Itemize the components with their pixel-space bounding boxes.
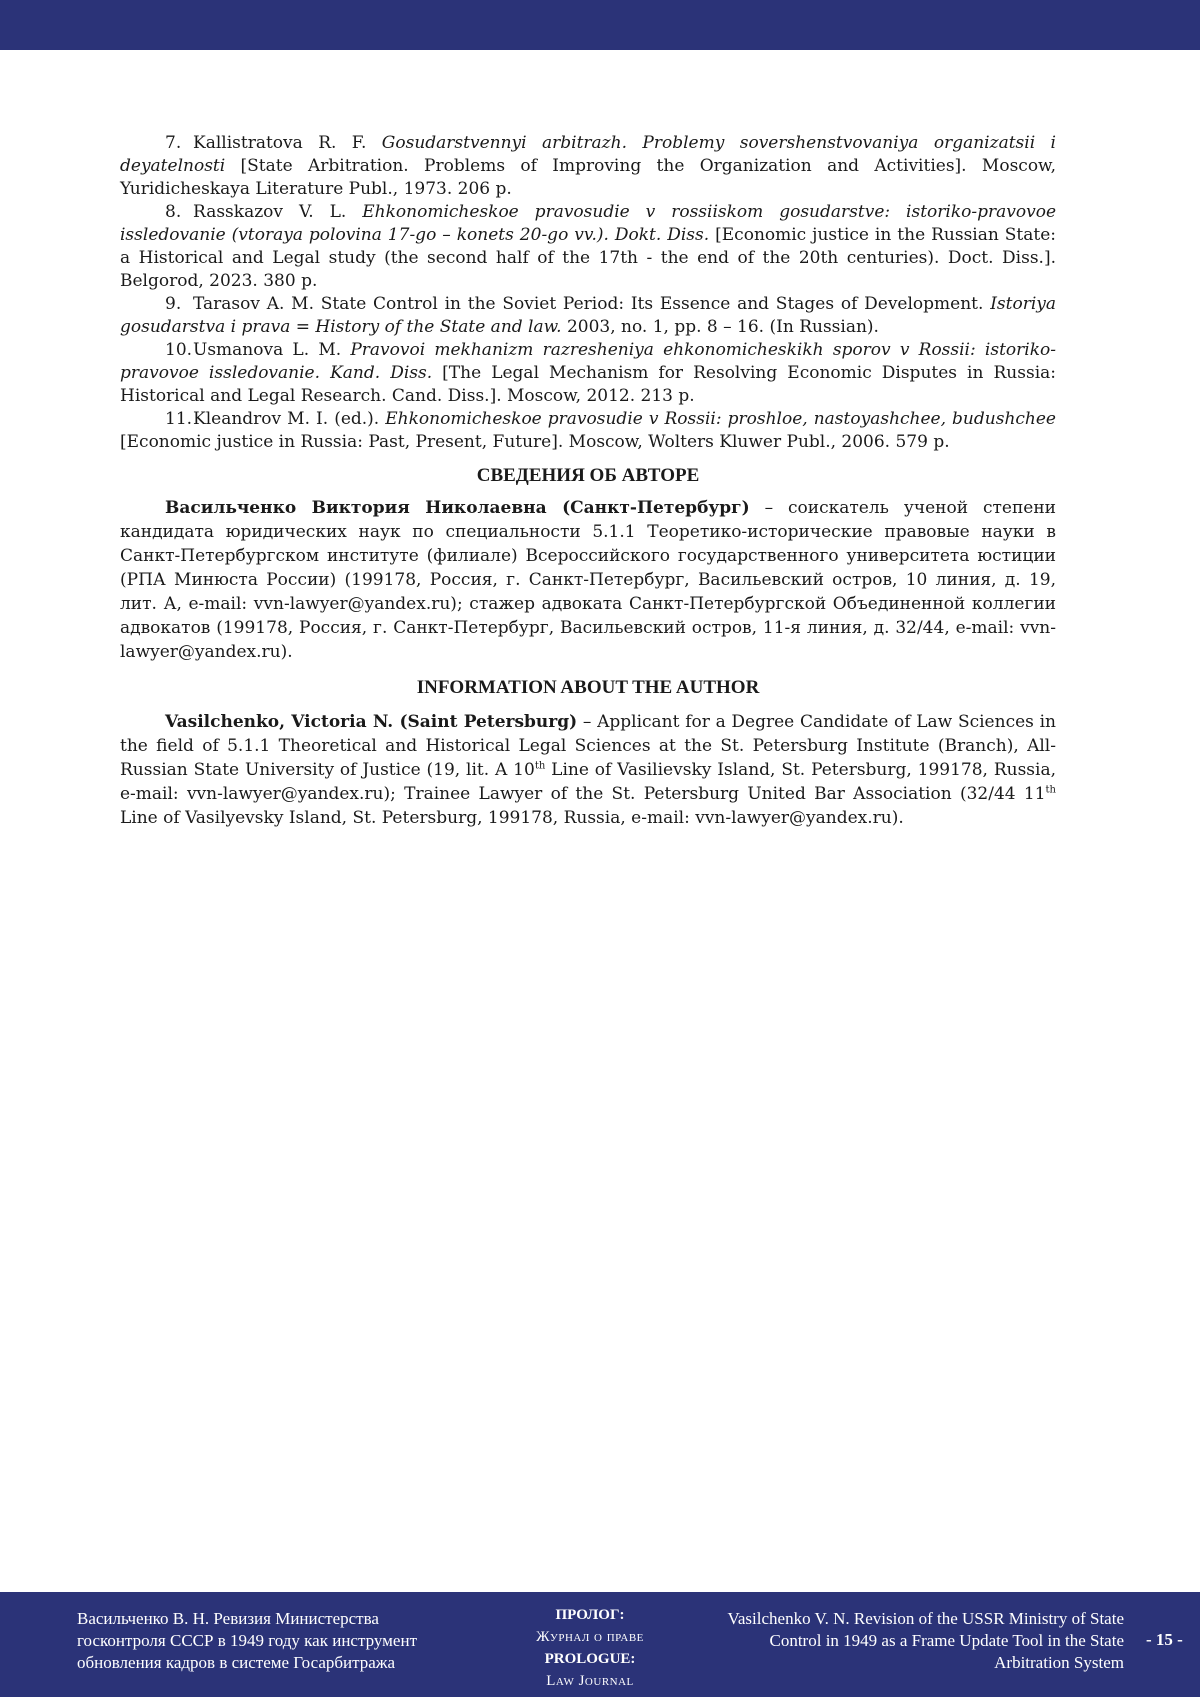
author-description-en: Line of Vasilievsky Island, St. Petersburg, 199178, Russia, e-mail: vvn-lawyer@yandex.ru); Trainee Lawyer of the St. Petersburg United Bar Association (32/44 11 [120,760,1057,804]
author-info-heading-ru: СВЕДЕНИЯ ОБ АВТОРЕ [476,465,700,486]
journal-logo [500,1604,680,1692]
author-info-ru [120,496,1056,664]
footer-article-title-ru: Васильченко В. Н. Ревизия Министерства госконтроля СССР в 1949 году как инструмент обновления кадров в системе Госарбитража [77,1609,417,1672]
reference-item [120,408,1056,454]
journal-name-ru: ПРОЛОГ: [555,1607,625,1623]
reference-title: Ehkonomicheskoe pravosudie v Rossii: proshloe, nastoyashchee, budushchee [385,409,1056,429]
page-content [120,132,1056,830]
journal-subtitle-ru: Журнал о праве [536,1629,644,1645]
reference-number: 7. [165,133,182,153]
reference-details: [The Legal Mechanism for Resolving Economic Disputes in Russia: Historical and Legal Research. Cand. Diss.]. Moscow, 2012. 213 p. [120,363,1056,406]
author-name-ru: Васильченко Виктория Николаевна (Санкт-Петербург) [165,498,750,518]
reference-details: [Economic justice in the Russian State: a Historical and Legal study (the second half of the 17th - the end of the 20th centuries). Doct. Diss.]. Belgorod, 2023. 380 p. [120,225,1057,291]
reference-author: Tarasov A. M. State Control in the Soviet Period: Its Essence and Stages of Development. [193,294,991,314]
reference-item [120,339,1056,408]
reference-details: [Economic justice in Russia: Past, Present, Future]. Moscow, Wolters Kluwer Publ., 2006. 579 p. [120,432,950,452]
reference-title: Gosudarstvennyi arbitrazh. Problemy sovershenstvovaniya organizatsii i deyatelnosti [120,133,1056,176]
reference-item [120,201,1056,293]
reference-author: Kleandrov M. I. (ed.). [193,409,386,429]
journal-subtitle-en: Law Journal [546,1673,634,1689]
author-info-heading-en: INFORMATION ABOUT THE AUTHOR [416,677,760,698]
ordinal-suffix: th [534,760,546,772]
author-description-en: – Applicant for a Degree Candidate of Law Sciences in the field of 5.1.1 Theoretical and Historical Legal Sciences at the St. Petersburg Institute (Branch), All-Russian State University of Justice (19, lit. A 10 [120,712,1056,780]
author-info-en [120,710,1056,830]
reference-details: 2003, no. 1, pp. 8 – 16. (In Russian). [561,317,879,337]
author-description-en: Line of Vasilyevsky Island, St. Petersburg, 199178, Russia, e-mail: vvn-lawyer@yandex.ru). [120,808,904,828]
reference-number: 11. [165,409,193,429]
reference-title: Ehkonomicheskoe pravosudie v rossiiskom gosudarstve: istoriko-pravovoe issledovanie (vtoraya polovina 17-go – konets 20-go vv.). Dokt. Diss. [120,202,1056,245]
reference-item [120,293,1056,339]
reference-number: 10. [165,340,193,360]
reference-author: Rasskazov V. L. [193,202,363,222]
reference-title: Pravovoi mekhanizm razresheniya ehkonomicheskikh sporov v Rossii: istoriko-pravovoe issledovanie. Kand. Diss. [120,340,1056,383]
page-number: - 15 - [1146,1630,1183,1649]
reference-author: Kallistratova R. F. [193,133,382,153]
author-name-en: Vasilchenko, Victoria N. (Saint Petersburg) [165,712,578,732]
author-description-ru: – соискатель ученой степени кандидата юридических наук по специальности 5.1.1 Теоретико-исторические правовые науки в Санкт-Петербургском институте (филиале) Всероссийского государственного университета юстиции (РПА Минюста России) (199178, Россия, г. Санкт-Петербург, Васильевский остров, 10 линия, д. 19, лит. А, e-mail: vvn-lawyer@yandex.ru); стажер адвоката Санкт-Петербургской Объединенной коллегии адвокатов (199178, Россия, г. Санкт-Петербург, Васильевский остров, 11-я линия, д. 32/44, e-mail: vvn-lawyer@yandex.ru). [120,498,1056,662]
header-band [0,0,1200,50]
reference-details: [State Arbitration. Problems of Improving the Organization and Activities]. Moscow, Yuridicheskaya Literature Publ., 1973. 206 p. [120,156,1056,199]
reference-item [120,132,1056,201]
reference-number: 9. [165,294,182,314]
reference-title: Istoriya gosudarstva i prava = History of the State and law. [120,294,1056,337]
ordinal-suffix: th [1045,784,1056,796]
journal-name-en: PROLOGUE: [544,1651,636,1667]
reference-author: Usmanova L. M. [193,340,351,360]
footer-article-title-en: Vasilchenko V. N. Revision of the USSR Ministry of State Control in 1949 as a Frame Update Tool in the State Arbitration System [727,1609,1124,1672]
footer-band [0,1592,1200,1697]
reference-number: 8. [165,202,182,222]
